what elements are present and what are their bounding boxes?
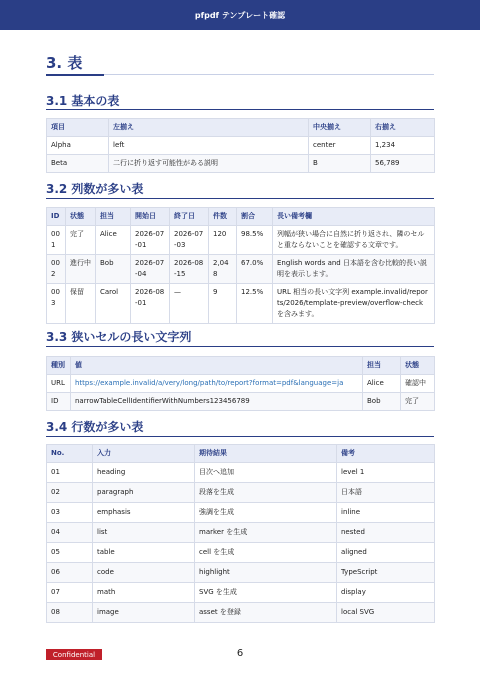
table-row	[47, 375, 435, 393]
table-cell: 003	[47, 284, 66, 324]
column-header: 期待結果	[195, 445, 337, 463]
table-row	[47, 483, 435, 503]
section-heading-rule	[46, 74, 434, 75]
column-header: 担当	[96, 208, 131, 226]
table-cell: display	[337, 583, 435, 603]
table-cell: 2026-07-03	[170, 226, 209, 255]
table-cell: 日本語	[337, 483, 435, 503]
column-header: No.	[47, 445, 93, 463]
table-cell: Carol	[96, 284, 131, 324]
table-cell: 03	[47, 503, 93, 523]
table-cell: level 1	[337, 463, 435, 483]
table-row	[47, 155, 435, 173]
header-title: pfpdf テンプレート確認	[194, 10, 286, 20]
table-cell: ID	[47, 393, 71, 411]
column-header: 種別	[47, 357, 71, 375]
table-row	[47, 226, 435, 255]
table-row	[47, 255, 435, 284]
subsection-rule	[46, 346, 434, 347]
column-header: 入力	[93, 445, 195, 463]
table-row	[47, 603, 435, 623]
page-number: 6	[236, 648, 244, 659]
table-cell: 2026-07-01	[131, 226, 170, 255]
table-header-row	[47, 208, 435, 226]
table-cell: 段落を生成	[195, 483, 337, 503]
table-cell: 列幅が狭い場合に自然に折り返され、隣のセルと重ならないことを確認する文章です。	[273, 226, 435, 255]
column-header: 右揃え	[371, 119, 435, 137]
table-cell: 07	[47, 583, 93, 603]
table-cell: 進行中	[66, 255, 96, 284]
subsection-heading-narrow-cells: 3.3 狭いセルの長い文字列	[46, 330, 192, 344]
table-cell: aligned	[337, 543, 435, 563]
table-cell: English words and 日本語を含む比較的長い説明を表示します。	[273, 255, 435, 284]
column-header: 項目	[47, 119, 109, 137]
table-cell: Beta	[47, 155, 109, 173]
subsection-heading-basic: 3.1 基本の表	[46, 94, 120, 108]
table-cell: 67.0%	[237, 255, 273, 284]
table-row	[47, 523, 435, 543]
table-cell: narrowTableCellIdentifierWithNumbers123456789	[71, 393, 363, 411]
table-cell: 08	[47, 603, 93, 623]
table-cell: Bob	[363, 393, 401, 411]
table-row	[47, 284, 435, 324]
subsection-rule	[46, 436, 434, 437]
table-row	[47, 503, 435, 523]
table-cell: 04	[47, 523, 93, 543]
table-cell: marker を生成	[195, 523, 337, 543]
subsection-heading-many-rows: 3.4 行数が多い表	[46, 420, 144, 434]
url-link[interactable]: https://example.invalid/a/very/long/path/to/report?format=pdf&language=ja	[71, 375, 363, 393]
table-cell: image	[93, 603, 195, 623]
table-cell: code	[93, 563, 195, 583]
table-cell: 05	[47, 543, 93, 563]
table-cell: 120	[209, 226, 237, 255]
table-cell: URL	[47, 375, 71, 393]
column-header: 備考	[337, 445, 435, 463]
table-header-row	[47, 357, 435, 375]
subsection-heading-many-columns: 3.2 列数が多い表	[46, 182, 144, 196]
table-cell: 06	[47, 563, 93, 583]
table-cell: 1,234	[371, 137, 435, 155]
table-cell: Alice	[96, 226, 131, 255]
column-header: 終了日	[170, 208, 209, 226]
table-cell: paragraph	[93, 483, 195, 503]
table-cell: nested	[337, 523, 435, 543]
column-header: 左揃え	[109, 119, 309, 137]
confidential-badge	[46, 649, 102, 660]
column-header: 状態	[401, 357, 435, 375]
basic-table	[46, 118, 435, 173]
confidential-label: Confidential	[52, 650, 96, 659]
table-cell: heading	[93, 463, 195, 483]
many-rows-table	[46, 444, 435, 623]
table-cell: 二行に折り返す可能性がある説明	[109, 155, 309, 173]
table-cell: 56,789	[371, 155, 435, 173]
table-cell: 98.5%	[237, 226, 273, 255]
table-cell: 2026-07-04	[131, 255, 170, 284]
subsection-rule	[46, 109, 434, 110]
table-cell: 完了	[401, 393, 435, 411]
column-header: 値	[71, 357, 363, 375]
many-columns-table	[46, 207, 435, 324]
table-cell: math	[93, 583, 195, 603]
table-row	[47, 393, 435, 411]
table-cell: 2026-08-01	[131, 284, 170, 324]
table-cell: emphasis	[93, 503, 195, 523]
column-header: ID	[47, 208, 66, 226]
table-cell: highlight	[195, 563, 337, 583]
subsection-rule	[46, 198, 434, 199]
table-cell: 02	[47, 483, 93, 503]
table-cell: 確認中	[401, 375, 435, 393]
table-cell: 目次へ追加	[195, 463, 337, 483]
table-cell: cell を生成	[195, 543, 337, 563]
table-cell: inline	[337, 503, 435, 523]
column-header: 状態	[66, 208, 96, 226]
column-header: 件数	[209, 208, 237, 226]
table-cell: URL 相当の長い文字列 example.invalid/reports/2026/template-preview/overflow-check を含みます。	[273, 284, 435, 324]
table-cell: center	[309, 137, 371, 155]
table-cell: list	[93, 523, 195, 543]
column-header: 長い備考欄	[273, 208, 435, 226]
table-cell: Bob	[96, 255, 131, 284]
column-header: 担当	[363, 357, 401, 375]
table-cell: TypeScript	[337, 563, 435, 583]
table-cell: B	[309, 155, 371, 173]
column-header: 中央揃え	[309, 119, 371, 137]
table-cell: 9	[209, 284, 237, 324]
page-header	[0, 0, 480, 30]
table-cell: left	[109, 137, 309, 155]
table-row	[47, 137, 435, 155]
table-cell: 2,048	[209, 255, 237, 284]
table-row	[47, 563, 435, 583]
table-header-row	[47, 445, 435, 463]
table-row	[47, 543, 435, 563]
table-cell: Alpha	[47, 137, 109, 155]
table-cell: 完了	[66, 226, 96, 255]
table-row	[47, 583, 435, 603]
table-cell: SVG を生成	[195, 583, 337, 603]
table-cell: —	[170, 284, 209, 324]
column-header: 割合	[237, 208, 273, 226]
table-cell: 002	[47, 255, 66, 284]
table-cell: 001	[47, 226, 66, 255]
column-header: 開始日	[131, 208, 170, 226]
table-cell: table	[93, 543, 195, 563]
narrow-cells-table	[46, 356, 435, 411]
table-cell: 12.5%	[237, 284, 273, 324]
table-cell: 保留	[66, 284, 96, 324]
table-cell: local SVG	[337, 603, 435, 623]
table-cell: 強調を生成	[195, 503, 337, 523]
table-header-row	[47, 119, 435, 137]
table-cell: 01	[47, 463, 93, 483]
table-cell: Alice	[363, 375, 401, 393]
table-cell: 2026-08-15	[170, 255, 209, 284]
section-heading: 3. 表	[46, 54, 83, 72]
table-cell: asset を登録	[195, 603, 337, 623]
table-row	[47, 463, 435, 483]
